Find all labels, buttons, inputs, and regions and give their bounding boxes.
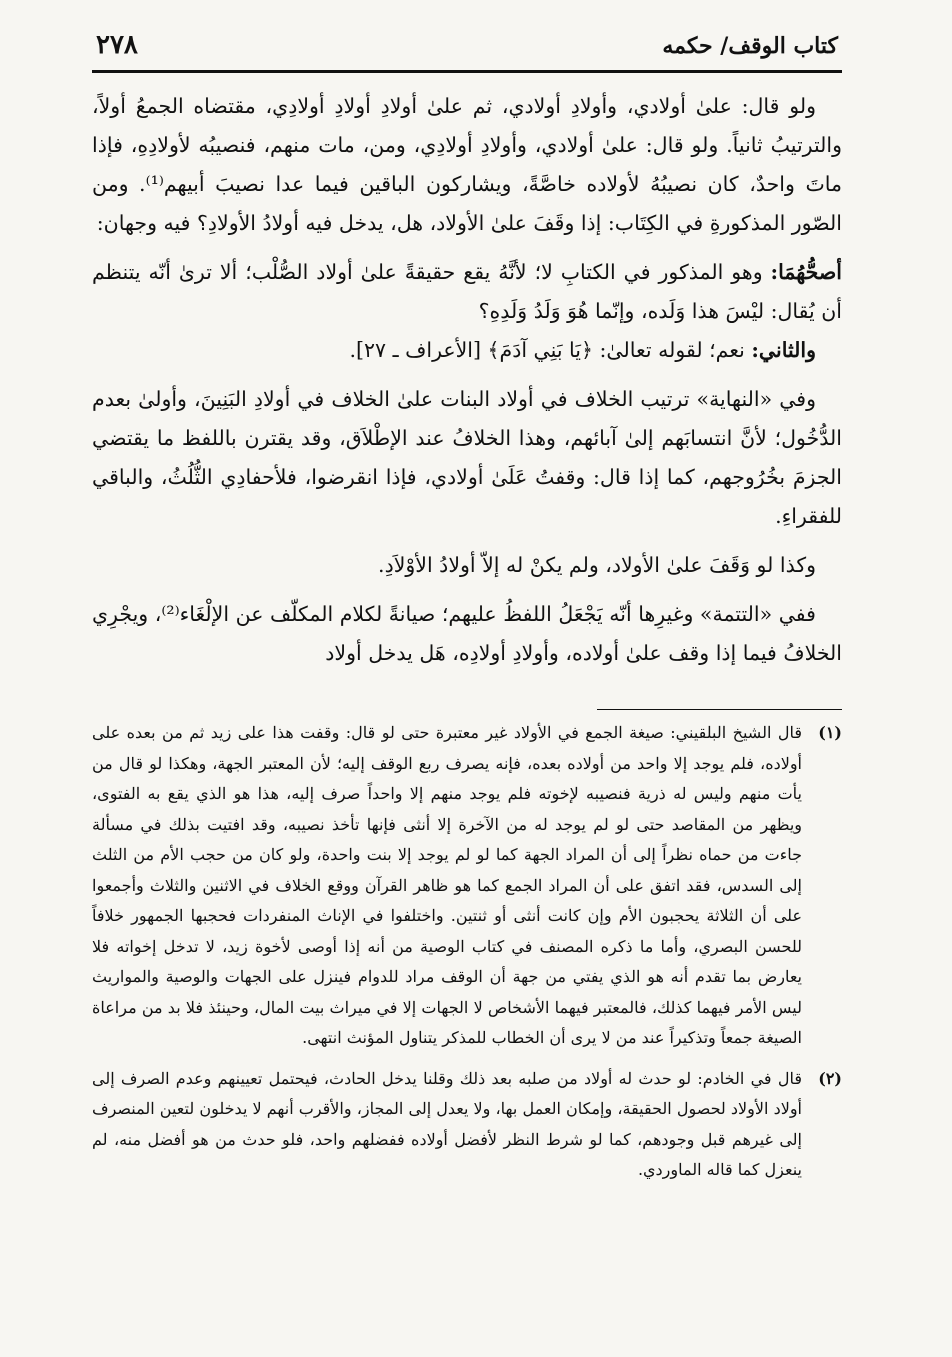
paragraph-6: ففي «التتمة» وغيرِها أنّه يَجْعَلُ اللفظُ عليهم؛ صيانةً لكلام المكلّف عن الإلْغَاء⁽²⁾، ويجْرِي الخلافُ فيما إذا وقف علىٰ أولاده، وأولادِ أولادِه، هَل يدخل أولاد: [92, 602, 842, 665]
footnote-2: [92, 1064, 842, 1186]
paragraph-3: [92, 331, 842, 370]
page-header: [92, 30, 842, 73]
paragraph-1: ولو قال: علىٰ أولادي، وأولادِ أولادي، ثم علىٰ أولادِ أولادِ أولادِي، مقتضاه الجمعُ أولاً، والترتيبُ ثانياً. ولو قال: علىٰ أولادي، وأولادِ أولادِي، ومن، مات منهم، فنصيبُه لأولادِهِ، فإذا ماتَ واحدٌ، كان نصيبُهُ لأولاده خاصَّةً، ويشاركون الباقين فيما عدا نصيبَ أبيهم⁽¹⁾. ومن الصّور المذكورةِ في الكِتَاب: إذا وقَفَ علىٰ الأولاد، هل، يدخل فيه أولادُ الأولادِ؟ فيه وجهان:: [92, 94, 842, 235]
footnote-2-text: قال في الخادم: لو حدث له أولاد من صلبه بعد ذلك وقلنا يدخل الحادث، فيحتمل تعيينهم وعدم الصرف إلى أولاد الأولاد لحصول الحقيقة، وإمكان العمل بها، ولا يعدل إلى المجاز، والأقرب أنهم لا يدخلون لتعين المنصرف إلى غيرهم قبل وجودهم، كما لو شرط النظر لأفضل أولاده ففضلهم واحد، فلو حدث من هو أفضل منه، لم ينعزل كما قاله الماوردي.: [92, 1068, 802, 1179]
main-text: [92, 87, 842, 673]
footnote-1-mark: (١): [818, 723, 842, 742]
running-title: كتاب الوقف/ حكمه: [662, 33, 838, 59]
footnote-1: [92, 718, 842, 1054]
footnote-2-mark: (٢): [818, 1068, 842, 1088]
page-number: ٢٧٨: [96, 30, 138, 60]
footnotes: [92, 709, 842, 1186]
footnote-rule: [597, 709, 842, 710]
second-view-text: نعم؛ لقوله تعالىٰ: ﴿يَا بَنِي آدَمَ﴾ [الأعراف ـ ٢٧].: [349, 338, 752, 362]
second-view-label: والثاني:: [751, 338, 816, 362]
first-view-label: أصحُّهُمَا:: [770, 260, 842, 284]
first-view-text: وهو المذكور في الكتابِ لا؛ لأنَّهُ يقع حقيقةً علىٰ أولاد الصُّلْب؛ ألا ترىٰ أنّه يتنظم أن يُقال: ليْسَ هذا وَلَده، وإنّما هُوَ وَلَدُ وَلَدِهِ؟: [92, 260, 842, 323]
paragraph-4: وفي «النهاية» ترتيب الخلاف في أولاد البنات علىٰ الخلاف في أولادِ البَنِينَ، وأولىٰ بعدم الدُّخُول؛ لأنَّ انتسابَهم إلىٰ آبائهم، وهذا الخلافُ عند الإطْلاَق، وقد يقترن باللفظ ما يقتضي الجزمَ بخُرُوجهم، كما إذا قال: وقفتُ عَلَىٰ أولادي، فإذا انقرضوا، فلأحفادِي الثُّلُثُ، والباقي للفقراءِ.: [92, 387, 842, 528]
paragraph-5: وكذا لو وَقَفَ علىٰ الأولاد، ولم يكنْ له إلاّ أولادُ الأوْلاَدِ.: [378, 553, 816, 577]
paragraph-2: [92, 253, 842, 331]
footnote-1-text: قال الشيخ البلقيني: صيغة الجمع في الأولاد غير معتبرة حتى لو قال: وقفت هذا على زيد ثم من بعده على أولاده، فلم يوجد إلا واحد من أولاده بعده، فإنه يصرف ربع الوقف إليه؛ لأن المعتبر الجهة، وهكذا لو قال من يأت منهم وليس له ذرية فنصيبه لإخوته فلم يوجد منهم إلا واحداً صرف إليه، هذا هو الذي يقع به الفتوى، ويظهر من المقاصد حتى لو لم يوجد له من الآخرة إلا أنثى فإنها تأخذ نصيبه، وقد افتيت بذلك في مسألة جاءت من حماه نظراً إلى أن المراد الجهة كما لو لم يوجد إلا بنت واحدة، ولو كان من حجب الأم من الثلث إلى السدس، فقد اتفق على أن المراد الجمع كما هو ظاهر القرآن ووقع الخلاف في الاثنين والثلاث وأجمعوا على أن الثلاثة يحجبون الأم وإن كانت أنثى أو ثنتين. واختلفوا في الإناث المنفردات فحجبها الجمهور خلافاً للحسن البصري، وأما ما ذكره المصنف في كتاب الوصية من أنه إذا أوصى لأخوة زيد، لا تدخل إخواته فلا يعارض بما تقدم أنه هو الذي يفتي من جهة أن الوقف مراد للدوام فينزل على الجهات والوصية والمواريث ليس الأمر فيهما كذلك، فالمعتبر فيهما الأشخاص لا الجهات إلا في ميراث بيت المال، وحينئذ فلا بد من مراعاة الصيغة جمعاً وتذكيراً عند من لا يرى أن الخطاب للمذكر يتناول المؤنث انتهى.: [92, 723, 803, 1047]
